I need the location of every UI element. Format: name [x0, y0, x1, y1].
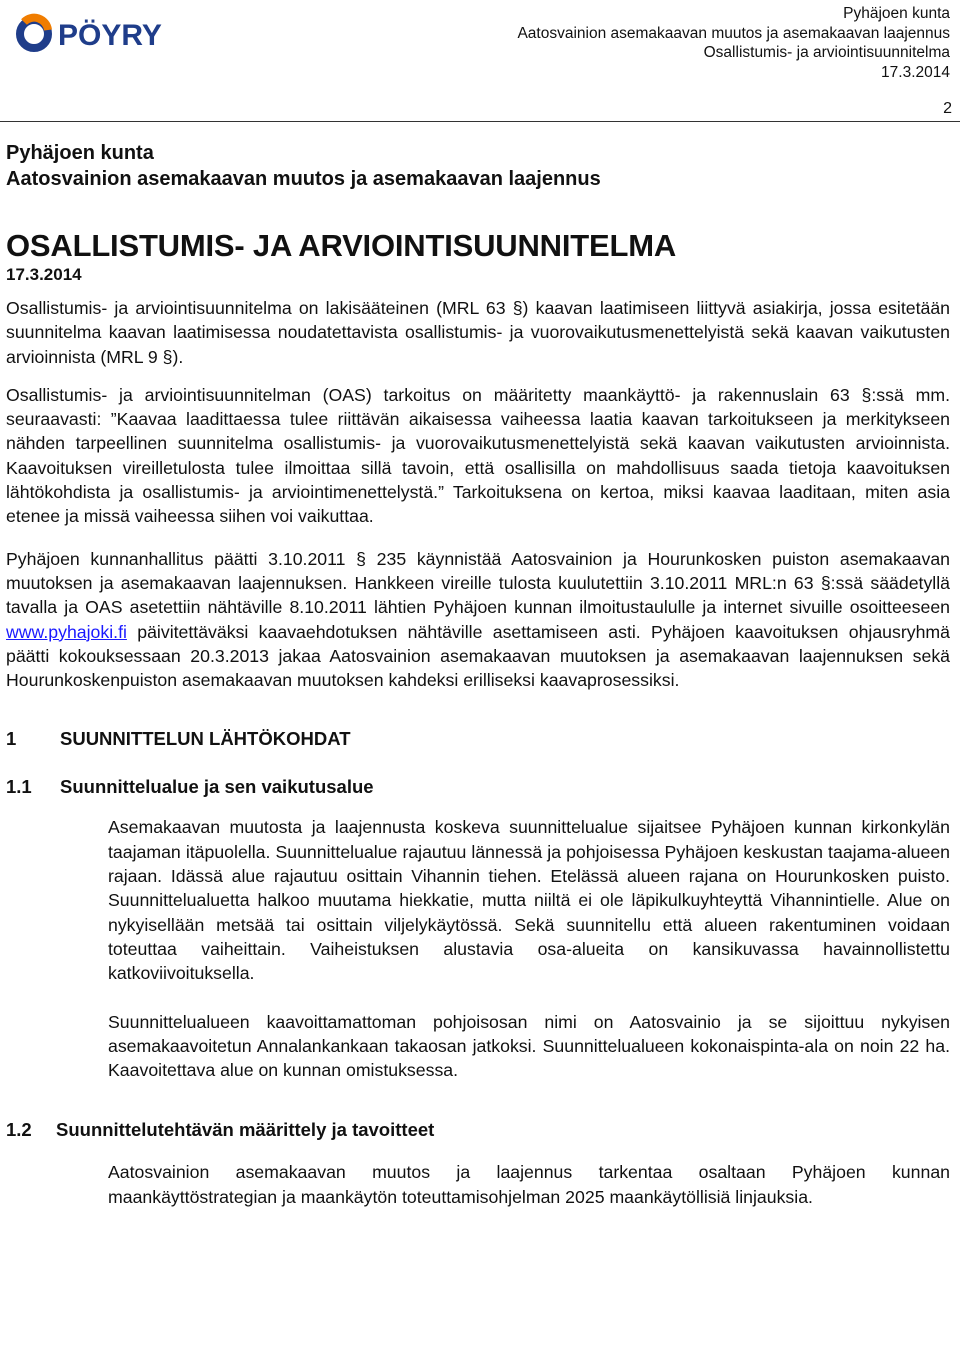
section-1-2-heading: [6, 1118, 950, 1142]
section-1-2-number: 1.2: [6, 1119, 32, 1141]
intro-paragraph: Osallistumis- ja arviointisuunnitelma on lakisääteinen (MRL 63 §) kaavan laatimiseen liittyvä asiakirja, jossa esitetään suunnitelma kaavan laatimisessa noudatettavista osallistumis- ja vuorovaikutusmenettelyistä sekä kaavan vaikutusten arvioinnista (MRL 9 §).: [6, 298, 950, 367]
decision-text-end: päivitettäväksi kaavaehdotuksen nähtäville asettamiseen asti. Pyhäjoen kaavoituksen ohjausryhmä päätti kokouksessaan 20.3.2013 jakaa Aatosvainion asemakaavan muutoksen ja asemakaavan laajennuksen sekä Hourunkoskenpuiston asemakaavan muutoksen kahdeksi erilliseksi kaavaprosessiksi.: [6, 621, 950, 691]
document-title: OSALLISTUMIS- JA ARVIOINTISUUNNITELMA: [6, 228, 677, 263]
poyry-logo-mark: [0, 0, 200, 68]
section-1-1-paragraph-2: Suunnittelualueen kaavoittamattoman pohjoisosan nimi on Aatosvainio ja se sijoittuu nykyisen asemakaavoitetun Annalankankaan takaosan jatkoksi. Suunnittelualueen kokonaispinta-ala on noin 22 ha. Kaavoitettava alue on kunnan omistuksessa.: [108, 1011, 950, 1081]
section-1-heading: [6, 727, 950, 751]
document-date: 17.3.2014: [6, 265, 82, 284]
header-project: Aatosvainion asemakaavan muutos ja asemakaavan laajennus: [517, 24, 950, 42]
title-municipality: Pyhäjoen kunta: [6, 142, 154, 164]
decision-paragraph: [6, 547, 950, 693]
running-header: [517, 4, 950, 82]
title-project: Aatosvainion asemakaavan muutos ja asemakaavan laajennus: [6, 168, 601, 190]
section-1-1-paragraph-1: Asemakaavan muutosta ja laajennusta koskeva suunnittelualue sijaitsee Pyhäjoen kunnan kirkonkylän taajaman itäpuolella. Suunnittelualue rajautuu lännessä ja pohjoisessa Pyhäjoen keskustan taajama-alueen rajaan. Idässä alue rajautuu osittain Vihannin tiehen. Etelässä alueen rajana on Hourunkosken puisto. Suunnittelualuetta halkoo muutama hiekkatie, mutta niiltä ei ole läpikulkuyhteyttä Vihannintielle. Alue on nykyisellään metsää tai osittain viljelykäytössä. Sekä suunnitellu että alueen rakentuminen voidaan toteuttaa vaiheittain. Vaiheistuksen alustavia osa-alueita on kansikuvassa havainnollistettu katkoviivoituksella.: [108, 817, 950, 984]
purpose-paragraph: Osallistumis- ja arviointisuunnitelman (OAS) tarkoitus on määritetty maankäyttö- ja rakennuslain 63 §:ssä mm. seuraavasti: ”Kaavaa laadittaessa tulee riittävän aikaisessa vaiheessa laatia kaavan tarkoitukseen ja merkitykseen nähden tarpeellinen suunnitelma osallistumis- ja vuorovaikutusmenettelyistä sekä kaavan vaikutusten arvioinnista. Kaavoituksen vireilletulosta tulee ilmoittaa sillä tavoin, että osallisilla on mahdollisuus saada tietoja kaavoituksen lähtökohdista ja osallistumis- ja arviointimenettelystä.” Tarkoituksena on kertoa, miksi kaavaa laaditaan, miten asia etenee ja missä vaiheessa siihen voi vaikuttaa.: [6, 384, 950, 527]
pyhajoki-link[interactable]: www.pyhajoki.fi: [6, 621, 127, 642]
section-1-2-paragraph-1: Aatosvainion asemakaavan muutos ja laajennus tarkentaa osaltaan Pyhäjoen kunnan maankäyttöstrategian ja maankäytön toteuttamisohjelman 2025 maankäytöllisiä linjauksia.: [108, 1162, 950, 1207]
section-1-number: 1: [6, 728, 17, 750]
header-org: Pyhäjoen kunta: [843, 5, 950, 22]
section-1-1-title: Suunnittelualue ja sen vaikutusalue: [60, 776, 374, 798]
decision-text-start: Pyhäjoen kunnanhallitus päätti 3.10.2011 § 235 käynnistää Aatosvainion ja Hourunkosken puiston asemakaavan muutoksen ja asemakaavan laajennuksen. Hankkeen vireille tulosta kuulutettiin 3.10.2011 MRL:n 63 §:ssä säädetyllä tavalla ja OAS asetettiin nähtäville 8.10.2011 lähtien Pyhäjoen kunnan ilmoitustaululle ja internet sivuille osoitteeseen: [6, 548, 950, 618]
header-date: 17.3.2014: [881, 63, 950, 81]
header-doc-type: Osallistumis- ja arviointisuunnitelma: [703, 44, 950, 62]
section-1-1-heading: [6, 775, 950, 799]
header-divider: [0, 121, 960, 122]
section-1-1-number: 1.1: [6, 776, 32, 798]
poyry-logo: [0, 0, 200, 68]
page-number: 2: [943, 100, 952, 117]
logo-wordmark: PÖYRY: [58, 19, 162, 52]
section-1-title: SUUNNITTELUN LÄHTÖKOHDAT: [60, 728, 351, 750]
section-1-2-title: Suunnittelutehtävän määrittely ja tavoitteet: [56, 1119, 435, 1141]
document-body: [6, 140, 950, 1209]
